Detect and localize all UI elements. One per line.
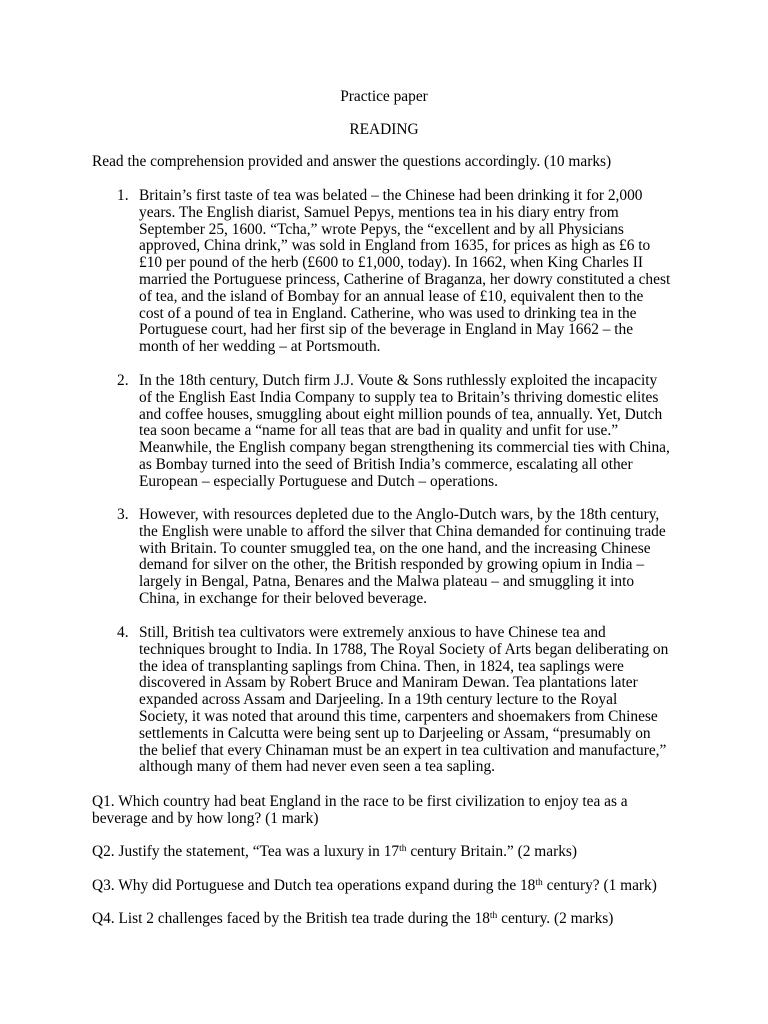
question-text: century? (1 mark) [542,877,657,894]
passage-line: Meanwhile, the English company began strengthening its commercial ties with China, [139,439,670,457]
passage-line: the belief that every Chinaman must be an expert in tea cultivation and manufacture,” [139,741,667,759]
passage-line: tea soon became a “name for all teas that are bad in quality and unfit for use.” [139,422,619,440]
list-item-number: 2. [117,372,129,389]
question-1 [92,793,692,827]
passage-line: the English were unable to afford the silver that China demanded for continuing trade [139,522,666,540]
passage-line: of the English East India Company to supply tea to Britain’s thriving domestic elites [139,388,659,406]
passage-line: Britain’s first taste of tea was belated – the Chinese had been drinking it for 2,000 [139,187,643,204]
passage-line: September 25, 1600. “Tcha,” wrote Pepys, the “excellent and by all Physicians [139,220,624,238]
section-heading: READING [349,121,419,138]
question-line: beverage and by how long? (1 mark) [92,810,319,827]
passage-paragraph [139,625,679,776]
question-line: Q1. Which country had beat England in the race to be first civilization to enjoy tea as a [92,793,628,810]
passage-paragraph [139,507,679,608]
passage-line: years. The English diarist, Samuel Pepys, mentions tea in his diary entry from [139,203,619,221]
passage-line: demand for silver on the other, the British responded by growing opium in India – [139,556,645,574]
question-2 [92,843,692,860]
question-text: century Britain.” (2 marks) [406,843,578,860]
question-3 [92,877,692,894]
passage-line: month of her wedding – at Portsmouth. [139,338,381,356]
passage-line: expanded across Assam and Darjeeling. In a 19th century lecture to the Royal [139,691,618,709]
passage-line: the idea of transplanting saplings from China. Then, in 1824, tea saplings were [139,657,624,675]
passage-line: of tea, and the island of Bombay for an annual lease of £10, equivalent then to the [139,287,644,305]
question-4 [92,910,692,927]
passage-line: and coffee houses, smuggling about eight million pounds of tea, annually. Yet, Dutch [139,405,663,423]
passage-line: largely in Bengal, Patna, Benares and the Malwa plateau – and smuggling it into [139,573,635,591]
passage-line: In the 18th century, Dutch firm J.J. Voute & Sons ruthlessly exploited the incapacity [139,372,658,389]
passage-line: married the Portuguese princess, Catherine of Braganza, her dowry constituted a chest [139,270,671,288]
passage-paragraph [139,373,679,491]
passage-line: Society, it was noted that around this time, carpenters and shoemakers from Chinese [139,707,658,725]
passage-line: Portuguese court, had her first sip of the beverage in England in May 1662 – the [139,321,634,339]
passage-line: approved, China drink,” was sold in England from 1635, for prices as high as £6 to [139,237,651,255]
ordinal-suffix: th [489,911,498,921]
passage-line: China, in exchange for their beloved beverage. [139,589,428,607]
ordinal-suffix: th [535,878,543,888]
passage-line: techniques brought to India. In 1788, The Royal Society of Arts began deliberating on [139,640,669,658]
passage-line: £10 per pound of the herb (£600 to £1,000, today). In 1662, when King Charles II [139,254,643,272]
question-text: Q3. Why did Portuguese and Dutch tea operations expand during the 18 [92,877,536,894]
ordinal-suffix: th [399,844,407,854]
passage-paragraph [139,188,679,356]
passage-line: settlements in Calcutta were being sent up to Darjeeling or Assam, “presumably on [139,724,651,742]
passage-line: European – especially Portuguese and Dutch – operations. [139,472,499,490]
instructions-text: Read the comprehension provided and answer the questions accordingly. (10 marks) [92,153,612,170]
question-text: Q2. Justify the statement, “Tea was a luxury in 17 [92,843,400,860]
passage-line: Still, British tea cultivators were extremely anxious to have Chinese tea and [139,624,606,641]
passage-line: cost of a pound of tea in England. Catherine, who was used to drinking tea in the [139,304,637,322]
passage-line: discovered in Assam by Robert Bruce and Maniram Dewan. Tea plantations later [139,674,638,692]
page-title: Practice paper [340,88,428,105]
question-text: Q4. List 2 challenges faced by the British tea trade during the 18 [92,910,490,927]
passage-line: as Bombay turned into the seed of British India’s commerce, escalating all other [139,455,633,473]
list-item-number: 4. [117,624,129,641]
passage-line: However, with resources depleted due to the Anglo-Dutch wars, by the 18th century, [139,506,660,523]
passage-line: although many of them had never even seen a tea sapling. [139,758,495,776]
passage-line: with Britain. To counter smuggled tea, on the one hand, and the increasing Chinese [139,539,651,557]
list-item-number: 1. [117,187,129,204]
list-item-number: 3. [117,506,129,523]
question-text: century. (2 marks) [497,910,614,927]
